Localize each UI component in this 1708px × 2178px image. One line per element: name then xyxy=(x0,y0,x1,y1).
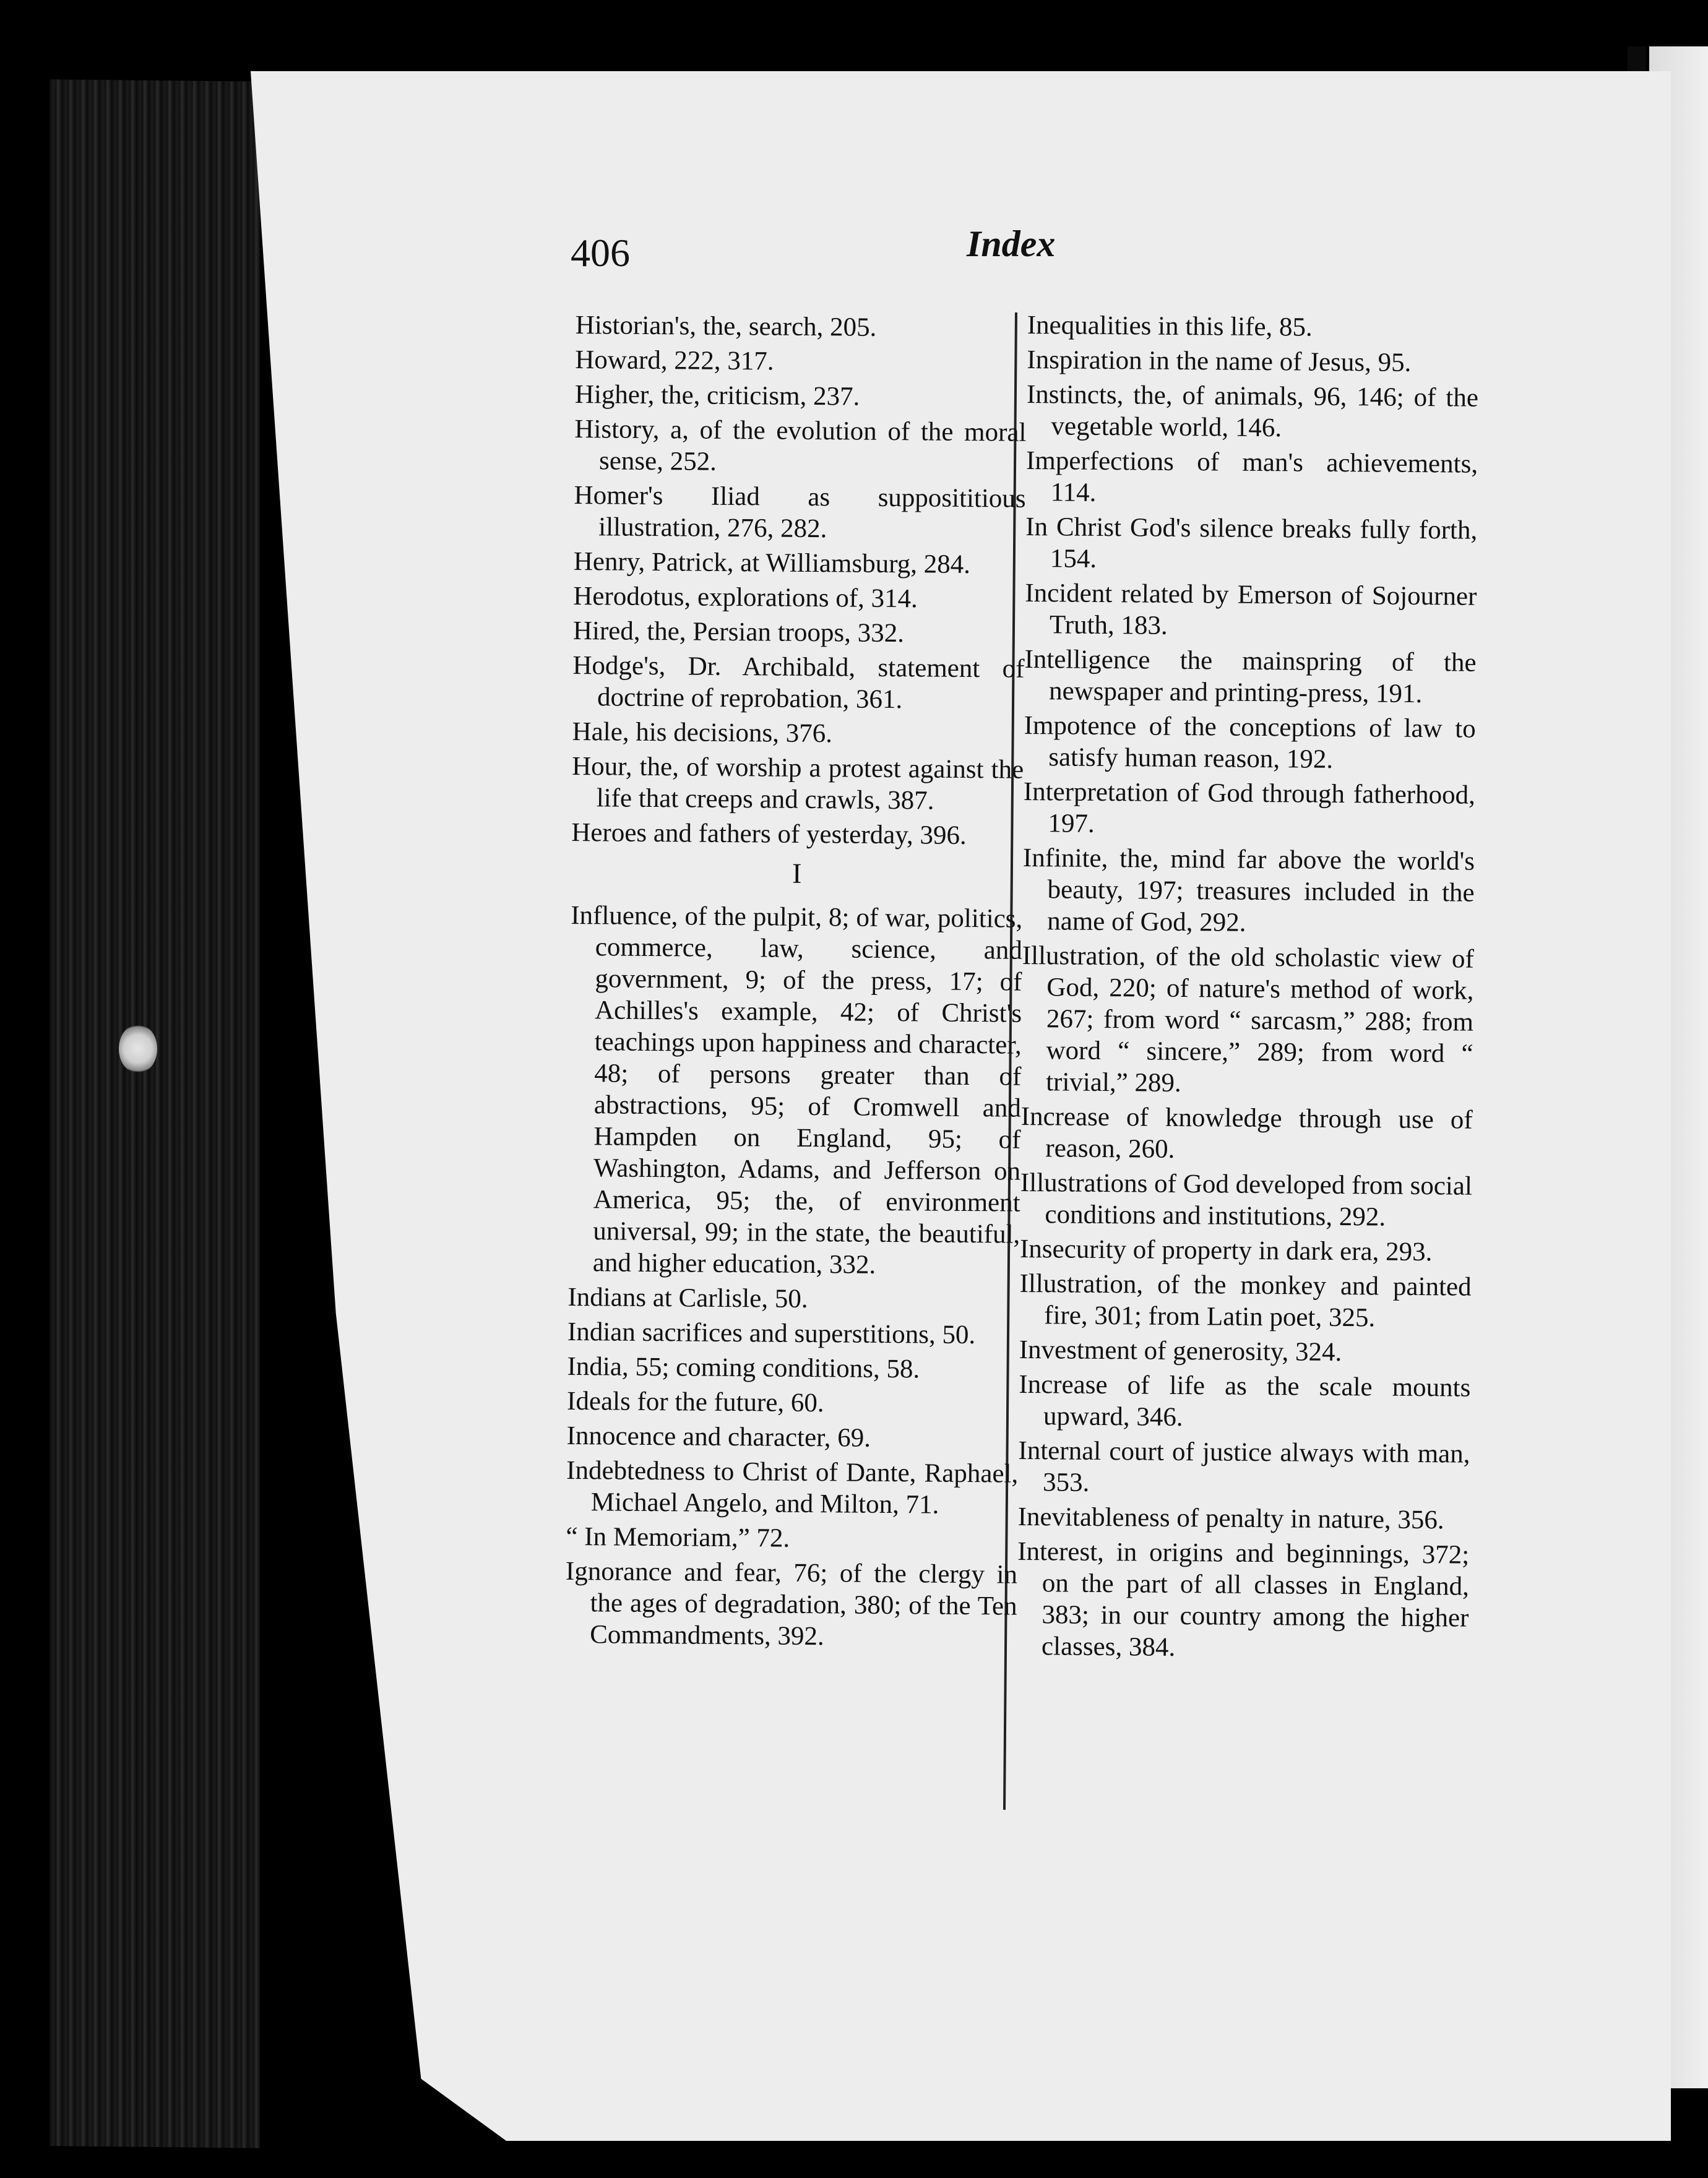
section-letter: I xyxy=(791,857,802,889)
index-entry: Intelligence the mainspring of the newspaper and printing-press, 191. xyxy=(1024,644,1477,709)
running-head: Index xyxy=(967,223,1056,264)
index-column-right xyxy=(1017,309,1479,1669)
index-entry: Increase of life as the scale mounts upward, 346. xyxy=(1019,1369,1471,1432)
index-entry: Heroes and fathers of yesterday, 396. xyxy=(571,817,967,850)
index-entry: Illustrations of God developed from social conditions and institutions, 292. xyxy=(1020,1168,1473,1232)
index-entry: Inequalities in this life, 85. xyxy=(1027,310,1313,342)
index-entry: Inevitableness of penalty in nature, 356. xyxy=(1017,1502,1444,1535)
index-entry: Hodge's, Dr. Archibald, statement of doctrine of reprobation, 361. xyxy=(572,650,1025,715)
index-entry: Indian sacrifices and superstitions, 50. xyxy=(567,1317,976,1350)
page-edge-stain xyxy=(119,1024,157,1074)
page-number: 406 xyxy=(571,231,630,275)
index-entry: Hale, his decisions, 376. xyxy=(572,717,833,749)
index-column-left xyxy=(565,309,1027,1657)
index-entry: Hour, the, of worship a protest against the life that creeps and crawls, 387. xyxy=(572,751,1024,816)
index-entry: History, a, of the evolution of the moral sense, 252. xyxy=(574,414,1027,476)
index-entry: “ In Memoriam,” 72. xyxy=(566,1522,790,1553)
index-entry: Incident related by Emerson of Sojourner Truth, 183. xyxy=(1025,578,1477,640)
index-entry: Inspiration in the name of Jesus, 95. xyxy=(1027,345,1412,377)
index-entry: Innocence and character, 69. xyxy=(566,1421,871,1453)
index-entry: Interpretation of God through fatherhood, 197. xyxy=(1023,777,1476,838)
index-entry: Internal court of justice always with man, 353. xyxy=(1018,1436,1470,1497)
book-page-edges xyxy=(50,79,260,2148)
index-entries-i-continued xyxy=(1017,309,1479,1666)
index-entry: India, 55; coming conditions, 58. xyxy=(567,1351,920,1384)
index-entries-i xyxy=(565,900,1023,1654)
index-entry: Henry, Patrick, at Williamsburg, 284. xyxy=(573,546,971,580)
index-entry: Indebtedness to Christ of Dante, Raphael, Michael Angelo, and Milton, 71. xyxy=(566,1455,1019,1520)
index-entry: Instincts, the, of animals, 96, 146; of the vegetable world, 146. xyxy=(1026,379,1479,443)
index-entry: Insecurity of property in dark era, 293. xyxy=(1019,1234,1433,1267)
index-entry: Illustration, of the old scholastic view of God, 220; of nature's method of work, 267; from word “ sarcasm,” 288; from word “ sincere,” 289; from word “ trivial,” 289. xyxy=(1022,940,1474,1098)
index-entry: Higher, the, criticism, 237. xyxy=(574,379,860,411)
index-entry: Investment of generosity, 324. xyxy=(1019,1335,1342,1367)
index-entry: Ideals for the future, 60. xyxy=(566,1386,824,1418)
index-entry: Imperfections of man's achievements, 114. xyxy=(1025,446,1478,507)
index-entry: Ignorance and fear, 76; of the clergy in the ages of degradation, 380; of the Ten Commandments, 392. xyxy=(565,1556,1018,1651)
index-entry: Hired, the, Persian troops, 332. xyxy=(572,616,905,648)
index-entry: Increase of knowledge through use of reason, 260. xyxy=(1020,1101,1473,1164)
index-entry: Illustration, of the monkey and painted fire, 301; from Latin poet, 325. xyxy=(1019,1268,1472,1333)
index-entry: Influence, of the pulpit, 8; of war, politics, commerce, law, science, and government, 9; of the press, 17; of Achilles's example, 42; of Christ's teachings upon happiness and character, 48; of persons greater than of abstractions, 95; of Cromwell and Hampden on England, 95; of Washington, Adams, and Jefferson on America, 95; the, of environment universal, 99; in the state, the beautiful, and higher education, 332. xyxy=(571,900,1023,1280)
index-entry: Howard, 222, 317. xyxy=(575,345,774,376)
index-entry: Infinite, the, mind far above the world's beauty, 197; treasures included in the name of God, 292. xyxy=(1022,843,1475,937)
index-entries-h xyxy=(571,309,1027,852)
index-entry: Homer's Iliad as supposititious illustration, 276, 282. xyxy=(574,480,1026,544)
index-entry: Indians at Carlisle, 50. xyxy=(567,1282,808,1314)
index-entry: Impotence of the conceptions of law to satisfy human reason, 192. xyxy=(1024,710,1476,774)
index-entry: In Christ God's silence breaks fully forth, 154. xyxy=(1025,512,1478,574)
index-entry: Interest, in origins and beginnings, 372; on the part of all classes in England, 383; in our country among the higher classes, 384. xyxy=(1017,1536,1470,1662)
index-entry: Historian's, the, search, 205. xyxy=(575,310,877,342)
index-entry: Herodotus, explorations of, 314. xyxy=(573,581,918,614)
